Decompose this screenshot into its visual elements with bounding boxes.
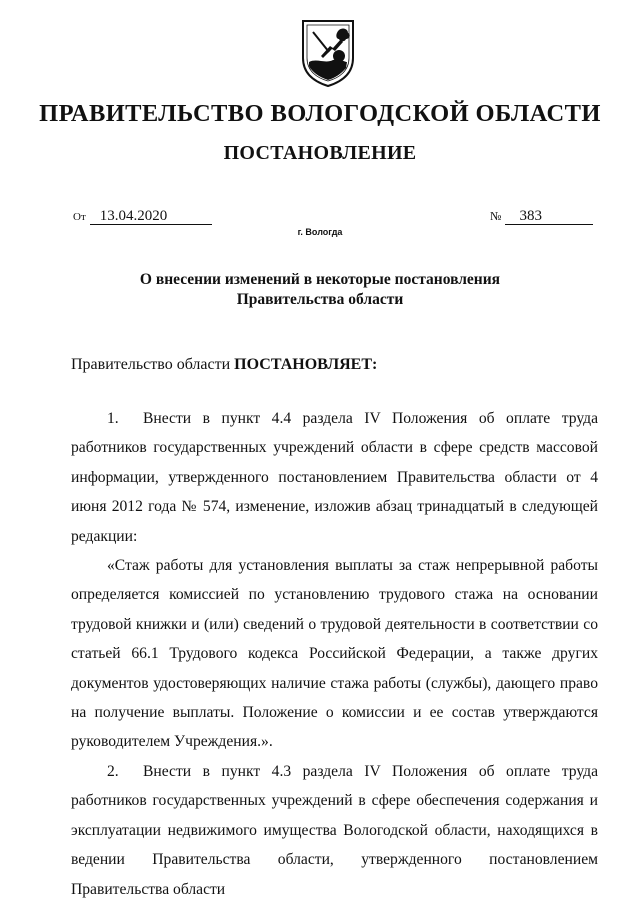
date-value: 13.04.2020: [90, 209, 212, 225]
subject-line-2: Правительства области: [236, 291, 404, 308]
date-field: [73, 208, 212, 225]
quoted-paragraph: «Стаж работы для установления выплаты за стаж непрерывной работы определяется комиссией по установлению трудового стажа на основании трудовой книжки и (или) сведений о трудовой деятельности в соответствии со статьей 66.1 Трудового кодекса Российской Федерации, а также других документов удостоверяющих наличие стажа работы (службы), дающего право на получение выплаты. Положение о комиссии и ее состав утверждаются руководителем Учреждения.».: [71, 557, 598, 751]
item-number: 2.: [107, 762, 119, 780]
item-number: 1.: [107, 410, 119, 427]
list-item: [71, 404, 598, 551]
vologda-coat-of-arms-icon: [299, 18, 357, 88]
decree-prefix: Правительство области: [71, 356, 235, 373]
decree-keyword: ПОСТАНОВЛЯЕТ:: [234, 356, 378, 373]
document-body: [71, 404, 598, 904]
item-text: Внести в пункт 4.4 раздела IV Положения об оплате труда работников государственных учреждений области в сфере средств массовой информации, утвержденного постановлением Правительства области от 4 июня 2012 года № 574, изменение, изложив абзац тринадцатый в следующей редакции:: [71, 410, 598, 545]
government-title: ПРАВИТЕЛЬСТВО ВОЛОГОДСКОЙ ОБЛАСТИ: [39, 100, 601, 127]
number-value: 383: [505, 209, 593, 225]
list-item: [71, 757, 598, 904]
decree-line: [71, 356, 377, 374]
document-subject: [0, 270, 640, 310]
number-prefix: №: [490, 209, 502, 223]
date-prefix: От: [73, 211, 86, 223]
item-text: Внести в пункт 4.3 раздела IV Положения об оплате труда работников государственных учреждений в сфере обеспечения содержания и эксплуатации недвижимого имущества Вологодской области, находящихся в ведении Правительства области, утвержденного постановлением Правительства области: [71, 762, 598, 898]
document-type: ПОСТАНОВЛЕНИЕ: [223, 142, 417, 164]
number-field: [490, 208, 593, 225]
subject-line-1: О внесении изменений в некоторые постановления: [139, 271, 501, 288]
city-label: г. Вологда: [297, 227, 343, 237]
